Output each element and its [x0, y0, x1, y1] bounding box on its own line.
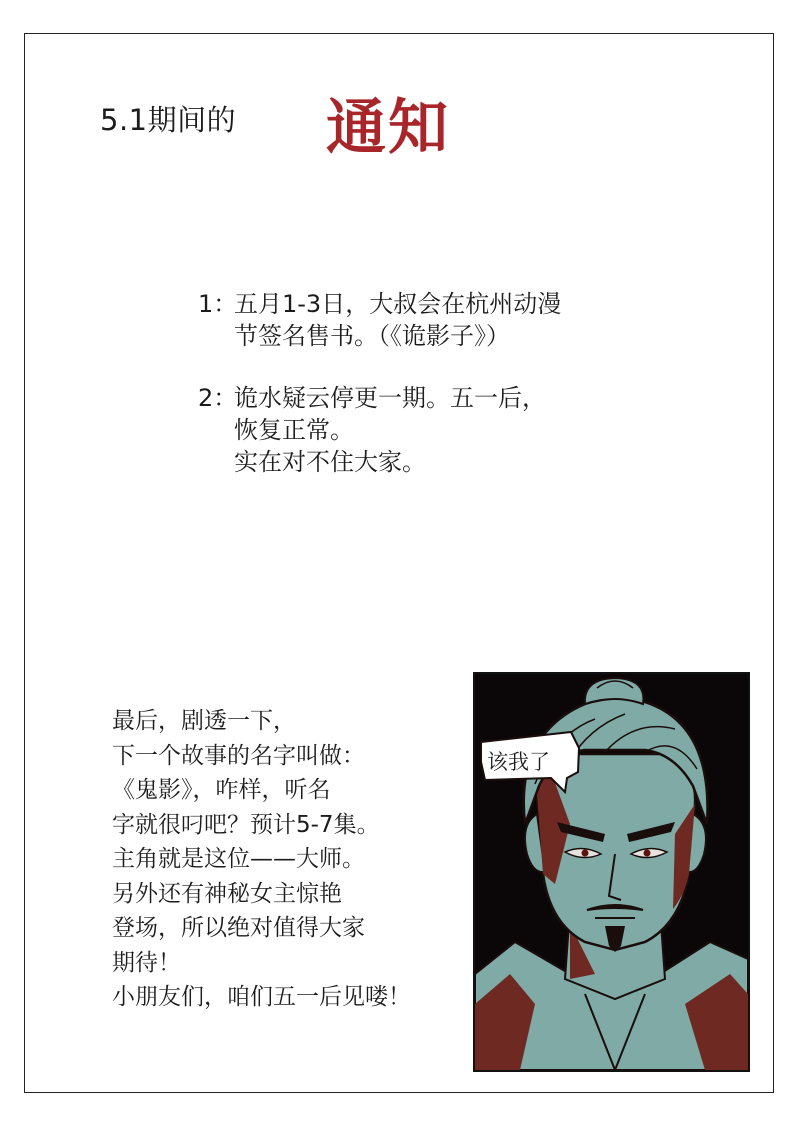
closing-paragraph: [112, 704, 411, 1015]
notice-title: 通知: [326, 93, 450, 163]
closing-line: 主角就是这位——大师。: [112, 846, 365, 872]
notice-number: 2：: [198, 384, 238, 412]
closing-line: 期待！: [112, 949, 181, 976]
closing-line: 登场，所以绝对值得大家: [112, 915, 365, 941]
notice-line: 五月1-3日，大叔会在杭州动漫: [234, 290, 562, 318]
notice-item-2: [198, 382, 546, 478]
comic-panel: [473, 672, 750, 1072]
closing-line: 小朋友们，咱们五一后见喽！: [112, 984, 411, 1010]
closing-line: 字就很叼吧？预计5-7集。: [112, 811, 380, 838]
notice-subtitle: 5.1期间的: [100, 103, 237, 137]
notice-item-1: [198, 288, 561, 352]
character-illustration: [475, 674, 748, 1070]
closing-line: 另外还有神秘女主惊艳: [112, 880, 342, 907]
speech-bubble-text: 该我了: [487, 750, 550, 774]
closing-line: 最后，剧透一下，: [112, 708, 296, 734]
notice-line: 实在对不住大家。: [234, 448, 426, 476]
notice-number: 1：: [198, 290, 238, 318]
closing-line: 下一个故事的名字叫做：: [112, 742, 365, 769]
notice-line: 节签名售书。（《诡影子》）: [234, 322, 510, 350]
notice-line: 恢复正常。: [234, 416, 354, 444]
closing-line: 《鬼影》，咋样，听名: [112, 777, 331, 803]
notice-line: 诡水疑云停更一期。五一后，: [234, 384, 546, 412]
